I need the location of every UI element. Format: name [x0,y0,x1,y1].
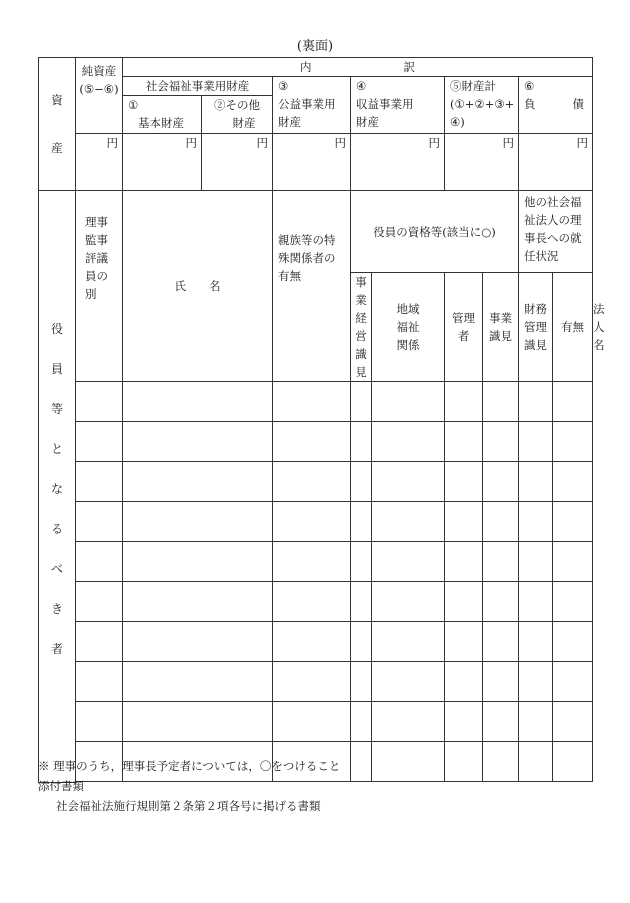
debt-yen: 円 [519,134,593,191]
relation-cell[interactable] [273,622,351,662]
qual-cell[interactable] [351,742,372,782]
qual-cell[interactable] [483,582,519,622]
qual-cell[interactable] [519,702,553,742]
qual-cell[interactable] [445,462,483,502]
officer-type-cell[interactable] [76,702,123,742]
presence-cell[interactable] [553,382,593,422]
relation-cell[interactable] [273,662,351,702]
qual-cell[interactable] [445,622,483,662]
qual-cell[interactable] [351,382,372,422]
other-property-header: ②その他 財産 [202,96,273,134]
officer-row [39,382,593,422]
qual-cell[interactable] [483,382,519,422]
basic-property-yen: 円 [123,134,202,191]
officer-type-header: 理事 監事 評議 員の 別 [76,191,123,382]
officer-name-cell[interactable] [123,582,273,622]
qual-cell[interactable] [372,502,445,542]
qual-col-financial-mgmt: 財務 管理 識見 [519,273,553,382]
officer-row [39,502,593,542]
social-welfare-property-header: 社会福祉事業用財産 [123,77,273,96]
qual-cell[interactable] [351,582,372,622]
breakdown-header: 内 訳 [123,58,593,77]
qual-cell[interactable] [372,422,445,462]
officer-name-cell[interactable] [123,462,273,502]
officer-name-cell[interactable] [123,662,273,702]
total-property-header: ⑤財産計 (①+②+③+ ④) [445,77,519,134]
qual-cell[interactable] [483,702,519,742]
other-property-yen: 円 [202,134,273,191]
qual-cell[interactable] [445,662,483,702]
qual-cell[interactable] [519,662,553,702]
officer-type-cell[interactable] [76,622,123,662]
page-title: (裏面) [296,39,334,54]
relation-header: 親族等の特 殊関係者の 有無 [273,191,351,382]
relation-cell[interactable] [273,702,351,742]
qual-cell[interactable] [519,422,553,462]
net-assets-header: 純資産 (⑤−⑥) [76,58,123,134]
application-form-table: 資 産 純資産 (⑤−⑥) 内 訳 社会福祉事業用財産 ③ 公益事業用 財産 ④ 収益事業用 財産 ⑤財産計 (①+②+③+ ④) ⑥ 負 債 ① 基本財産 ②その他 財産 円 円 円 円 円 円 円 役 員 等 と な る べ き 者 理事 監事 評議 員の 別 氏 名 親族等の特 殊関係者の 有無 役員の資格等(該当に○) 他の社会福 祉法人の理 事長への就 任状況 事業 経営 識見 地域 福祉 関係 管理 者 事業 識見 財務 管理 識見 有無 法人 名 [38,57,593,783]
qual-col-business-mgmt: 事業 経営 識見 [351,273,372,382]
qual-cell[interactable] [519,382,553,422]
qual-cell[interactable] [483,622,519,662]
total-property-yen: 円 [445,134,519,191]
chairman-note: ※ 理事のうち，理事長予定者については，〇をつけること [38,759,341,773]
qual-cell[interactable] [519,622,553,662]
qual-cell[interactable] [351,462,372,502]
officer-type-cell[interactable] [76,662,123,702]
qual-cell[interactable] [372,622,445,662]
officer-type-cell[interactable] [76,462,123,502]
presence-header: 有無 [553,273,593,382]
notes-block [38,756,340,816]
qual-cell[interactable] [445,382,483,422]
officer-row [39,422,593,462]
officer-type-cell[interactable] [76,382,123,422]
public-property-header: ③ 公益事業用 財産 [273,77,351,134]
qual-cell[interactable] [351,542,372,582]
qual-cell[interactable] [483,502,519,542]
relation-cell[interactable] [273,462,351,502]
qual-cell[interactable] [445,582,483,622]
qual-cell[interactable] [351,662,372,702]
presence-cell[interactable] [553,542,593,582]
presence-cell[interactable] [553,582,593,622]
presence-cell[interactable] [553,622,593,662]
profit-property-header: ④ 収益事業用 財産 [351,77,445,134]
qual-cell[interactable] [445,542,483,582]
relation-cell[interactable] [273,422,351,462]
presence-cell[interactable] [553,702,593,742]
officer-type-cell[interactable] [76,582,123,622]
qual-cell[interactable] [372,382,445,422]
qual-cell[interactable] [372,702,445,742]
attachment-title: 添付書類 [38,779,84,793]
qualification-header: 役員の資格等(該当に○) [351,191,519,273]
qual-cell[interactable] [483,422,519,462]
officer-row [39,542,593,582]
qual-cell[interactable] [351,702,372,742]
qual-cell[interactable] [372,742,445,782]
officer-row [39,702,593,742]
qual-cell[interactable] [372,582,445,622]
qual-cell[interactable] [519,582,553,622]
officer-name-cell[interactable] [123,542,273,582]
relation-cell[interactable] [273,582,351,622]
profit-property-yen: 円 [351,134,445,191]
presence-cell[interactable] [553,462,593,502]
officer-row [39,582,593,622]
net-assets-yen: 円 [76,134,123,191]
qual-cell[interactable] [483,662,519,702]
officer-name-cell[interactable] [123,622,273,662]
officers-section-label: 役 員 等 と な る べ き 者 [39,191,76,783]
relation-cell[interactable] [273,542,351,582]
officer-row [39,462,593,502]
officer-row [39,622,593,662]
qual-cell[interactable] [519,502,553,542]
qual-cell[interactable] [372,662,445,702]
relation-cell[interactable] [273,502,351,542]
officer-type-cell[interactable] [76,422,123,462]
officer-type-cell[interactable] [76,502,123,542]
presence-cell[interactable] [553,422,593,462]
officer-name-cell[interactable] [123,422,273,462]
public-property-yen: 円 [273,134,351,191]
debt-header: ⑥ 負 債 [519,77,593,134]
qual-cell[interactable] [372,462,445,502]
qual-col-manager: 管理 者 [445,273,483,382]
qual-cell[interactable] [351,422,372,462]
assets-section-label: 資 産 [39,58,76,191]
qual-col-community-welfare: 地域 福祉 関係 [372,273,445,382]
officer-name-cell[interactable] [123,382,273,422]
qual-cell[interactable] [372,542,445,582]
qual-cell[interactable] [445,742,483,782]
attachment-item: 社会福祉法施行規則第２条第２項各号に掲げる書類 [56,799,321,813]
name-header: 氏 名 [123,191,273,382]
officer-row [39,662,593,702]
qual-cell[interactable] [445,422,483,462]
qual-cell[interactable] [483,462,519,502]
relation-cell[interactable] [273,382,351,422]
qual-cell[interactable] [483,542,519,582]
basic-property-header: ① 基本財産 [123,96,202,134]
presence-cell[interactable] [553,662,593,702]
presence-cell[interactable] [553,742,593,782]
qual-cell[interactable] [445,502,483,542]
officer-name-cell[interactable] [123,502,273,542]
presence-cell[interactable] [553,502,593,542]
qual-cell[interactable] [519,542,553,582]
qual-cell[interactable] [519,462,553,502]
qual-cell[interactable] [483,742,519,782]
qual-cell[interactable] [351,622,372,662]
officer-type-cell[interactable] [76,542,123,582]
qual-col-business-insight: 事業 識見 [483,273,519,382]
qual-cell[interactable] [445,702,483,742]
officer-name-cell[interactable] [123,702,273,742]
other-corp-header: 他の社会福 祉法人の理 事長への就 任状況 [519,191,593,273]
qual-cell[interactable] [519,742,553,782]
qual-cell[interactable] [351,502,372,542]
